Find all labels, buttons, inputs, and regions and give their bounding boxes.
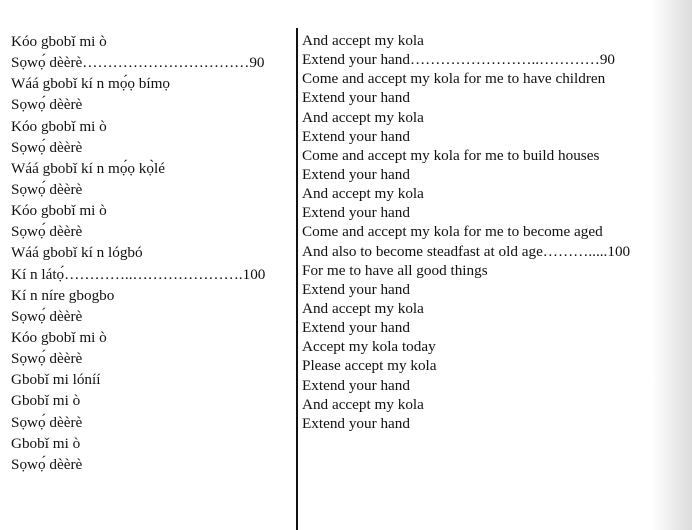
english-line: Extend your hand [302,376,410,394]
english-line: Accept my kola today [302,338,436,356]
english-line: Extend your hand [302,204,410,222]
yoruba-line: Kóo gbobǐ mi ò [11,328,107,346]
yoruba-line: Sọwọ́ dèèrè [11,307,83,325]
english-line: And accept my kola [302,299,424,317]
english-line: Extend your hand [302,280,410,298]
english-line: Come and accept my kola for me to build houses [302,146,600,164]
english-line: For me to have all good things [302,261,488,279]
yoruba-line: Gbobǐ mi lóníí [11,371,101,389]
english-line: Extend your hand……………………..…………90 [302,51,616,69]
yoruba-line: Sọwọ́ dèèrè [11,180,83,198]
yoruba-line: Gbobǐ mi ò [11,392,81,410]
yoruba-line: Sọwọ́ dèèrè [11,223,83,241]
yoruba-line: Sọwọ́ dèèrè [11,350,83,368]
english-line: Please accept my kola [302,357,437,375]
yoruba-line: Kóo gbobǐ mi ò [11,202,107,220]
yoruba-line: Sọwọ́ dèèrè [11,96,83,114]
yoruba-line: Wáá gbobǐ kí n mọ́ọ kọ̀lé [11,159,165,177]
column-divider [296,28,298,530]
yoruba-line: Sọwọ́ dèèrè [11,455,83,473]
english-line: Extend your hand [302,414,410,432]
english-line: And accept my kola [302,108,424,126]
english-line: And accept my kola [302,32,424,49]
english-line: Come and accept my kola for me to have children [302,70,606,88]
yoruba-line: Wáá gbobǐ kí n mọ́ọ bímọ [11,75,171,93]
yoruba-line: Wáá gbobǐ kí n lógbó [11,244,143,262]
yoruba-line: Kóo gbobǐ mi ò [11,33,107,50]
yoruba-line: Gbobǐ mi ò [11,434,81,452]
yoruba-text-column [11,31,291,475]
english-line: And also to become steadfast at old age……….....100 [302,242,631,260]
yoruba-line: Sọwọ́ dèèrè……………………………90 [11,54,265,72]
english-line: And accept my kola [302,185,424,203]
yoruba-line: Kóo gbobǐ mi ò [11,117,107,135]
english-line: Extend your hand [302,319,410,337]
yoruba-line: Sọwọ́ dèèrè [11,413,83,431]
yoruba-line: Sọwọ́ dèèrè [11,138,83,156]
english-line: Extend your hand [302,89,410,107]
english-line: Come and accept my kola for me to become aged [302,223,603,241]
english-line: Extend your hand [302,127,410,145]
yoruba-line: Kí n níre gbogbo [11,286,115,304]
english-text-column [302,31,664,433]
english-line: Extend your hand [302,165,410,183]
yoruba-line: Kí n látọ́…………..………………….100 [11,265,266,283]
english-line: And accept my kola [302,395,424,413]
